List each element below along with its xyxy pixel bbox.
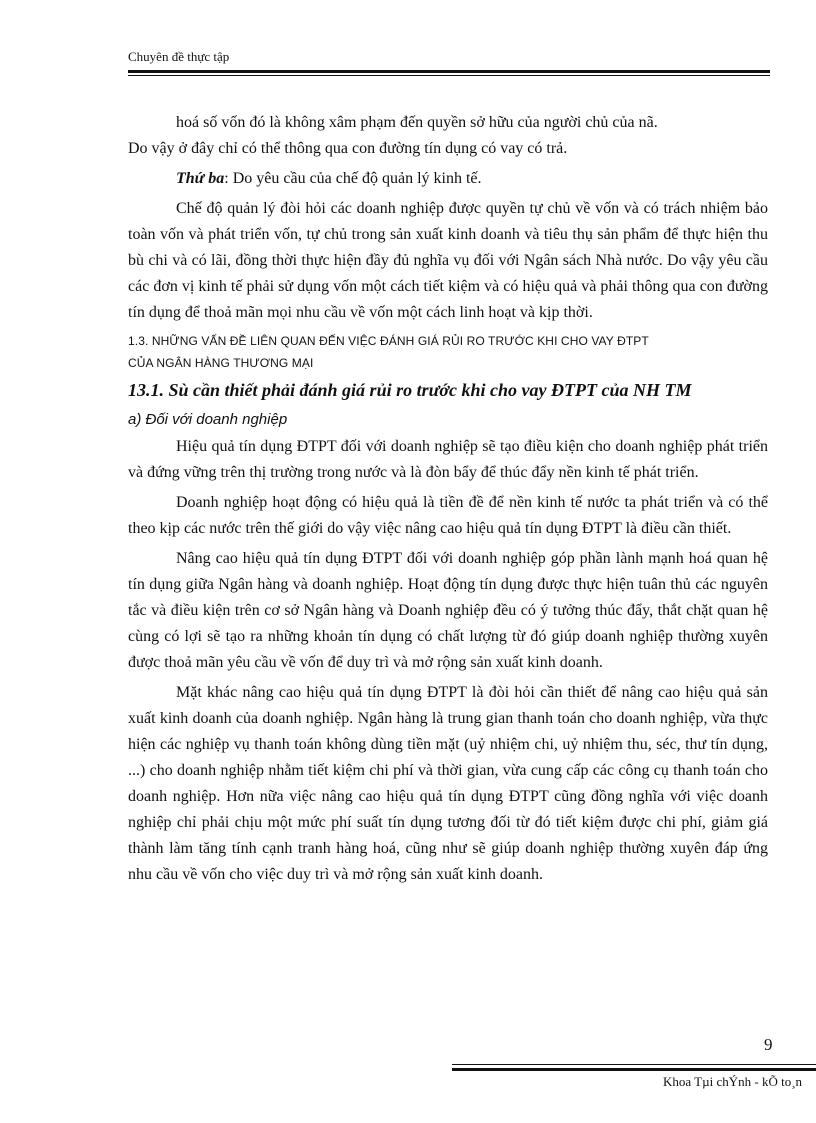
footer-department: Khoa Tµi chÝnh - kÕ to¸n [663,1074,803,1089]
document-body [128,110,768,888]
page-header-title: Chuyên đề thực tập [128,49,230,64]
subheading-a: a) Đối với doanh nghiệp [128,411,288,428]
section-heading-1-3-1: 13.1. Sù cần thiết phải đánh giá rủi ro trước khi cho vay ĐTPT của NH TM [128,380,692,400]
page-number: 9 [764,1035,773,1054]
footer-rule-thin [452,1064,816,1065]
paragraph-5: Doanh nghiệp hoạt động có hiệu quả là tiền đề để nền kinh tế nước ta phát triển và có thể theo kịp các nước trên thế giới do vậy việc nâng cao hiệu quả tín dụng ĐTPT là điều cần thiết. [128,494,768,537]
paragraph-4: Hiệu quả tín dụng ĐTPT đối với doanh nghiệp sẽ tạo điều kiện cho doanh nghiệp phát triển và đứng vững trên thị trường trong nước và là đòn bẩy để thúc đẩy nền kinh tế phát triển. [128,438,768,481]
paragraph-3: Chế độ quản lý đòi hỏi các doanh nghiệp được quyền tự chủ về vốn và có trách nhiệm bảo toàn vốn và phát triển vốn, tự chủ trong sản xuất kinh doanh và tiêu thụ sản phẩm để thực hiện thu bù chi và có lãi, đồng thời thực hiện đầy đủ nghĩa vụ đối với Ngân sách Nhà nước. Do vậy yêu cầu các đơn vị kinh tế phải sử dụng vốn một cách tiết kiệm và có hiệu quả và phải thông qua con đường tín dụng để thoả mãn mọi nhu cầu về vốn một cách linh hoạt và kịp thời. [128,200,768,321]
paragraph-2 [128,166,768,192]
paragraph-6: Nâng cao hiệu quả tín dụng ĐTPT đối với doanh nghiệp góp phần lành mạnh hoá quan hệ tín dụng giữa Ngân hàng và doanh nghiệp. Hoạt động tín dụng được thực hiện tuân thủ các nguyên tắc và điều kiện trên cơ sở Ngân hàng và Doanh nghiệp đều có ý tưởng thúc đẩy, thắt chặt quan hệ cùng có lợi sẽ tạo ra những khoản tín dụng có chất lượng từ đó giúp doanh nghiệp thường xuyên được thoả mãn yêu cầu về vốn để duy trì và mở rộng sản xuất kinh doanh. [128,550,768,671]
section-heading-1-3 [128,330,768,374]
paragraph-1: hoá số vốn đó là không xâm phạm đến quyền sở hữu của người chủ của nã. [176,114,658,131]
paragraph-1-continued: Do vậy ở đây chỉ có thể thông qua con đường tín dụng có vay có trả. [128,140,568,157]
header-rule-thick [128,70,770,73]
header-rule-thin [128,75,770,76]
emphasis-thu-ba: Thứ ba [176,170,225,187]
footer-rule-thick [452,1068,816,1071]
section-heading-1-3-line2: CỦA NGÂN HÀNG THƯƠNG MẠI [128,356,314,370]
paragraph-2-text: : Do yêu cầu của chế độ quản lý kinh tế. [224,170,482,187]
paragraph-7: Mặt khác nâng cao hiệu quả tín dụng ĐTPT là đòi hỏi cần thiết để nâng cao hiệu quả sản xuất kinh doanh của doanh nghiệp. Ngân hàng là trung gian thanh toán cho doanh nghiệp, vừa thực hiện các nghiệp vụ thanh toán không dùng tiền mặt (uỷ nhiệm chi, uỷ nhiệm thu, séc, thư tín dụng, ...) cho doanh nghiệp nhằm tiết kiệm chi phí và thời gian, vừa cung cấp các công cụ thanh toán cho doanh nghiệp. Hơn nữa việc nâng cao hiệu quả tín dụng ĐTPT cũng đồng nghĩa với việc doanh nghiệp chỉ phải chịu một mức phí suất tín dụng tương đối từ đó tiết kiệm được chi phí, giảm giá thành làm tăng tính cạnh tranh hàng hoá, cũng như sẽ giúp doanh nghiệp thường xuyên đáp ứng nhu cầu về vốn cho việc duy trì và mở rộng sản xuất kinh doanh. [128,684,768,883]
section-heading-1-3-line1: 1.3. NHỮNG VẤN ĐỀ LIÊN QUAN ĐẾN VIỆC ĐÁNH GIÁ RỦI RO TRƯỚC KHI CHO VAY ĐTPT [128,334,649,348]
